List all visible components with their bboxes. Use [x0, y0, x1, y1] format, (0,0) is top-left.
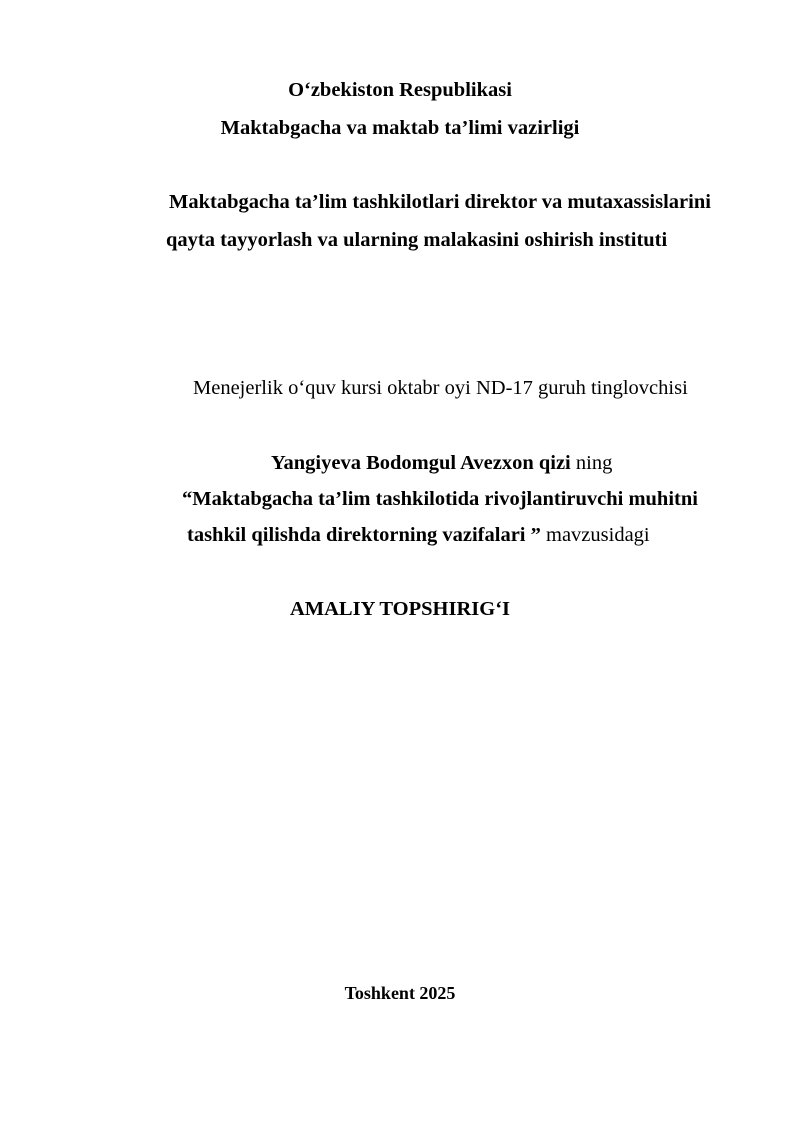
topic-line-2-title: tashkil qilishda direktorning vazifalari ” [187, 524, 541, 546]
document-type-title: AMALIY TOPSHIRIG‘I [289, 598, 511, 620]
ministry-heading: Maktabgacha va maktab ta’limi vazirligi [220, 117, 580, 139]
place-year: Toshkent 2025 [344, 983, 456, 1003]
course-line: Menejerlik o‘quv kursi oktabr oyi ND-17 guruh tinglovchisi [193, 377, 688, 399]
author-name: Yangiyeva Bodomgul Avezxon qizi [271, 452, 571, 474]
country-heading: O‘zbekiston Respublikasi [288, 79, 512, 101]
author-line [271, 451, 612, 475]
topic-suffix: mavzusidagi [540, 524, 650, 546]
institute-line-2: qayta tayyorlash va ularning malakasini oshirish instituti [166, 229, 668, 251]
topic-line-2 [187, 523, 650, 547]
author-suffix: ning [570, 452, 613, 474]
institute-line-1: Maktabgacha ta’lim tashkilotlari direktor va mutaxassislarini [169, 191, 711, 213]
topic-line-1: “Maktabgacha ta’lim tashkilotida rivojlantiruvchi muhitni [182, 488, 698, 510]
